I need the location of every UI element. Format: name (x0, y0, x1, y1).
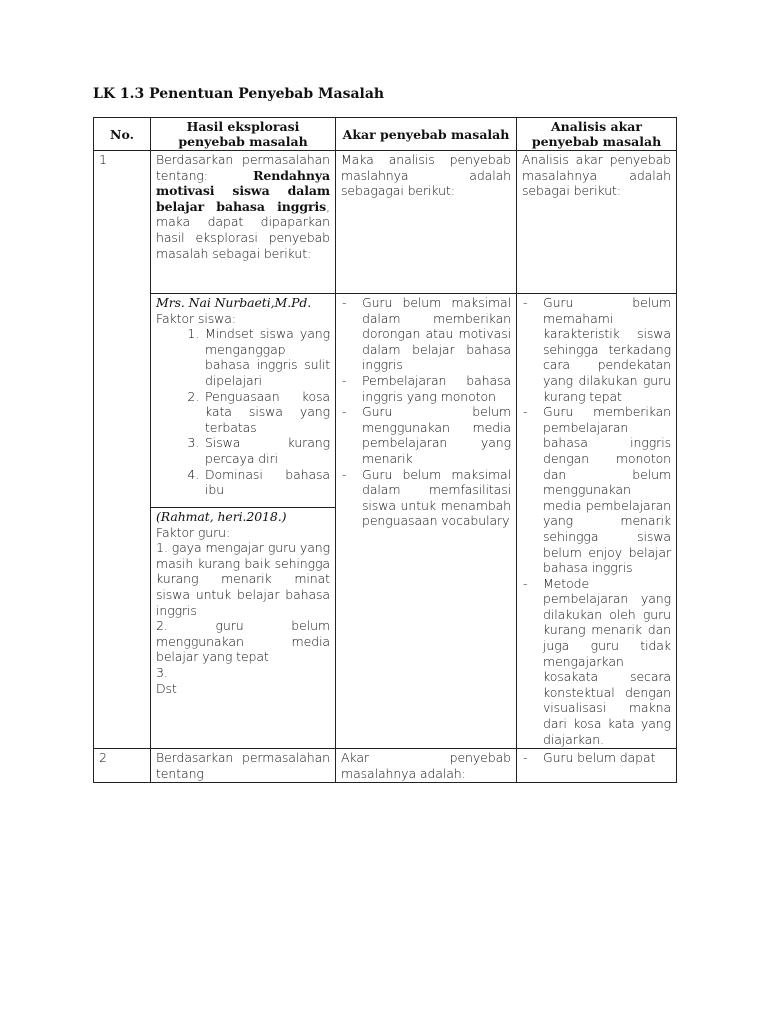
list-item: 1. Mindset siswa yang menganggap bahasa inggris sulit dipelajari (203, 326, 330, 388)
list-item: 2. guru belum menggunakan media belajar yang tepat (156, 618, 330, 665)
list-item: - Guru belum maksimal dalam memberikan dorongan atau motivasi dalam belajar bahasa inggris (341, 295, 511, 373)
list-item: 3. Siswa kurang percaya diri (203, 435, 330, 466)
intro-text-end: , maka dapat dipaparkan hasil eksplorasi penyebab masalah sebagai berikut: (156, 198, 330, 261)
faktor-guru-block (151, 507, 335, 697)
row-number: 1 (94, 151, 151, 749)
akar-intro-cell: Akar penyebab masalahnya adalah: (336, 749, 517, 783)
hasil-intro-cell: Berdasarkan permasalahan tentang (151, 749, 336, 783)
intro-text: Berdasarkan permasalahan tentang: (156, 152, 330, 183)
list-item: 2. Penguasaan kosa kata siswa yang terbatas (203, 389, 330, 436)
analisis-intro-cell: Analisis akar penyebab masalahnya adalah sebagai berikut: (517, 151, 677, 294)
header-no: No. (94, 118, 151, 151)
faktor-guru-label: Faktor guru: (156, 524, 231, 540)
faktor-siswa-block (151, 294, 335, 507)
table-header-row (94, 118, 677, 151)
header-akar: Akar penyebab masalah (336, 118, 517, 151)
list-item: - Guru belum maksimal dalam memfasilitasi siswa untuk menambah penguasaan vocabulary (341, 467, 511, 529)
list-item: Dst (156, 680, 177, 696)
list-item: 4. Dominasi bahasa ibu (203, 467, 330, 498)
source-citation: (Rahmat, heri.2018.) (156, 509, 287, 524)
list-item: - Guru belum memahami karakteristik siswa sehingga terkadang cara pendekatan yang dilakukan guru kurang tepat (522, 295, 671, 404)
row-number: 2 (94, 749, 151, 783)
table-row (94, 294, 677, 749)
list-item: - Guru memberikan pembelajaran bahasa inggris dengan monoton dan belum menggunakan media pembelajaran yang menarik sehingga siswa belum enjoy belajar bahasa inggris (522, 404, 671, 576)
list-item: 1. gaya mengajar guru yang masih kurang baik sehingga kurang menarik minat siswa untuk belajar bahasa inggris (156, 540, 330, 618)
source-citation: Mrs. Nai Nurbaeti,M.Pd. (156, 295, 312, 310)
list-item: - Guru belum dapat (522, 750, 671, 766)
analisis-list-cell (517, 749, 677, 783)
page-title: LK 1.3 Penentuan Penyebab Masalah (93, 86, 385, 102)
analisis-list-cell (517, 294, 677, 749)
hasil-intro-cell (151, 151, 336, 294)
problem-statement: Rendahnya motivasi siswa dalam belajar bahasa inggris (156, 167, 330, 214)
list-item: - Guru belum menggunakan media pembelajaran yang menarik (341, 404, 511, 466)
list-item: 3. (156, 664, 168, 680)
header-analisis: Analisis akar penyebab masalah (517, 118, 677, 151)
faktor-siswa-label: Faktor siswa: (156, 310, 236, 326)
hasil-detail-cell (151, 294, 336, 749)
header-hasil: Hasil eksplorasi penyebab masalah (151, 118, 336, 151)
list-item: - Pembelajaran bahasa inggris yang monoton (341, 373, 511, 404)
faktor-siswa-list (156, 326, 330, 498)
table-row (94, 749, 677, 783)
akar-list (341, 295, 511, 529)
table-row (94, 151, 677, 294)
analisis-list (522, 295, 671, 747)
problem-cause-table (93, 117, 677, 783)
akar-list-cell (336, 294, 517, 749)
list-item: - Metode pembelajaran yang dilakukan oleh guru kurang menarik dan juga guru tidak mengajarkan kosakata secara konstektual dengan visualisasi makna dari kosa kata yang diajarkan. (522, 576, 671, 748)
analisis-list (522, 750, 671, 766)
akar-intro-cell: Maka analisis penyebab maslahnya adalah sebagagai berikut: (336, 151, 517, 294)
